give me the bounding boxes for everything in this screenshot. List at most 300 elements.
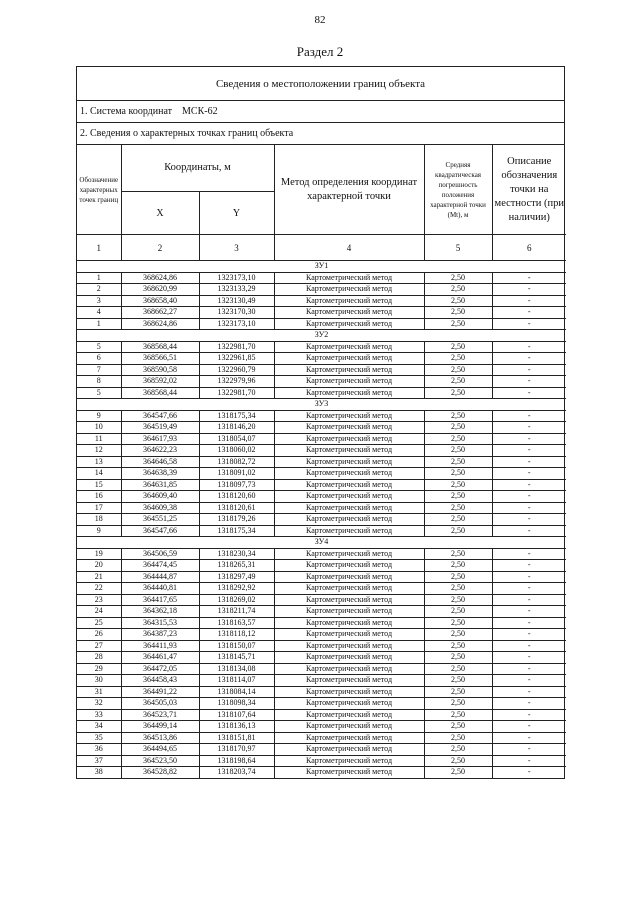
x-coordinate-cell: 364387,23 xyxy=(121,629,199,641)
coordinate-system-row xyxy=(77,101,564,123)
parcel-group-name: ЗУ4 xyxy=(77,537,566,549)
accuracy-cell: 2,50 xyxy=(424,617,492,629)
y-coordinate-cell: 1318230,34 xyxy=(199,548,274,560)
method-cell: Картометрический метод xyxy=(274,353,424,365)
description-cell: - xyxy=(492,376,566,388)
accuracy-cell: 2,50 xyxy=(424,709,492,721)
method-cell: Картометрический метод xyxy=(274,675,424,687)
method-cell: Картометрический метод xyxy=(274,445,424,457)
accuracy-cell: 2,50 xyxy=(424,295,492,307)
table-row xyxy=(77,698,566,710)
description-cell: - xyxy=(492,514,566,526)
x-coordinate-cell: 364494,65 xyxy=(121,744,199,756)
description-cell: - xyxy=(492,755,566,767)
y-coordinate-cell: 1318114,07 xyxy=(199,675,274,687)
x-coordinate-cell: 364411,93 xyxy=(121,640,199,652)
y-coordinate-cell: 1318091,02 xyxy=(199,468,274,480)
table-row xyxy=(77,721,566,733)
points-table-body xyxy=(77,261,566,778)
accuracy-cell: 2,50 xyxy=(424,606,492,618)
point-id-cell: 27 xyxy=(77,640,121,652)
accuracy-cell: 2,50 xyxy=(424,491,492,503)
point-id-cell: 19 xyxy=(77,548,121,560)
method-cell: Картометрический метод xyxy=(274,341,424,353)
y-coordinate-cell: 1318265,31 xyxy=(199,560,274,572)
description-cell: - xyxy=(492,698,566,710)
table-row xyxy=(77,640,566,652)
description-cell: - xyxy=(492,318,566,330)
method-cell: Картометрический метод xyxy=(274,640,424,652)
table-row xyxy=(77,341,566,353)
accuracy-cell: 2,50 xyxy=(424,675,492,687)
accuracy-cell: 2,50 xyxy=(424,686,492,698)
column-number: 1 xyxy=(77,235,121,261)
point-id-cell: 1 xyxy=(77,318,121,330)
x-coordinate-cell: 364472,05 xyxy=(121,663,199,675)
table-row xyxy=(77,548,566,560)
accuracy-cell: 2,50 xyxy=(424,387,492,399)
table-row xyxy=(77,755,566,767)
accuracy-cell: 2,50 xyxy=(424,548,492,560)
method-cell: Картометрический метод xyxy=(274,491,424,503)
method-cell: Картометрический метод xyxy=(274,732,424,744)
header-point-designation: Обозначение характерных точек границ xyxy=(77,145,121,235)
x-coordinate-cell: 364519,49 xyxy=(121,422,199,434)
method-cell: Картометрический метод xyxy=(274,422,424,434)
x-coordinate-cell: 364638,39 xyxy=(121,468,199,480)
column-number: 3 xyxy=(199,235,274,261)
description-cell: - xyxy=(492,571,566,583)
point-id-cell: 34 xyxy=(77,721,121,733)
y-coordinate-cell: 1318150,07 xyxy=(199,640,274,652)
description-cell: - xyxy=(492,560,566,572)
x-coordinate-cell: 364315,53 xyxy=(121,617,199,629)
method-cell: Картометрический метод xyxy=(274,583,424,595)
method-cell: Картометрический метод xyxy=(274,560,424,572)
point-id-cell: 32 xyxy=(77,698,121,710)
x-coordinate-cell: 368620,99 xyxy=(121,284,199,296)
x-coordinate-cell: 364547,66 xyxy=(121,410,199,422)
description-cell: - xyxy=(492,433,566,445)
x-coordinate-cell: 364646,58 xyxy=(121,456,199,468)
x-coordinate-cell: 364609,40 xyxy=(121,491,199,503)
accuracy-cell: 2,50 xyxy=(424,284,492,296)
method-cell: Картометрический метод xyxy=(274,721,424,733)
method-cell: Картометрический метод xyxy=(274,709,424,721)
accuracy-cell: 2,50 xyxy=(424,663,492,675)
description-cell: - xyxy=(492,640,566,652)
accuracy-cell: 2,50 xyxy=(424,307,492,319)
table-row xyxy=(77,468,566,480)
description-cell: - xyxy=(492,272,566,284)
description-cell: - xyxy=(492,675,566,687)
section-title: Раздел 2 xyxy=(296,44,344,59)
table-row xyxy=(77,364,566,376)
description-cell: - xyxy=(492,721,566,733)
table-row xyxy=(77,675,566,687)
y-coordinate-cell: 1318120,61 xyxy=(199,502,274,514)
description-cell: - xyxy=(492,491,566,503)
description-cell: - xyxy=(492,387,566,399)
parcel-group-name: ЗУ1 xyxy=(77,261,566,273)
header-accuracy: Средняя квадратическая погрешность положения характерной точки (Мt), м xyxy=(424,145,492,235)
x-coordinate-cell: 368568,44 xyxy=(121,341,199,353)
boundary-document-table xyxy=(76,66,565,779)
y-coordinate-cell: 1318203,74 xyxy=(199,767,274,778)
x-coordinate-cell: 364474,45 xyxy=(121,560,199,572)
y-coordinate-cell: 1323173,10 xyxy=(199,318,274,330)
description-cell: - xyxy=(492,341,566,353)
y-coordinate-cell: 1318170,97 xyxy=(199,744,274,756)
y-coordinate-cell: 1322981,70 xyxy=(199,387,274,399)
column-number: 4 xyxy=(274,235,424,261)
point-id-cell: 18 xyxy=(77,514,121,526)
accuracy-cell: 2,50 xyxy=(424,364,492,376)
method-cell: Картометрический метод xyxy=(274,468,424,480)
table-row xyxy=(77,525,566,537)
x-coordinate-cell: 368592,02 xyxy=(121,376,199,388)
description-cell: - xyxy=(492,307,566,319)
table-row xyxy=(77,514,566,526)
method-cell: Картометрический метод xyxy=(274,755,424,767)
method-cell: Картометрический метод xyxy=(274,606,424,618)
x-coordinate-cell: 364505,03 xyxy=(121,698,199,710)
point-id-cell: 24 xyxy=(77,606,121,618)
y-coordinate-cell: 1323173,10 xyxy=(199,272,274,284)
table-row xyxy=(77,445,566,457)
y-coordinate-cell: 1323130,49 xyxy=(199,295,274,307)
description-cell: - xyxy=(492,525,566,537)
method-cell: Картометрический метод xyxy=(274,307,424,319)
x-coordinate-cell: 364523,50 xyxy=(121,755,199,767)
x-coordinate-cell: 364609,38 xyxy=(121,502,199,514)
table-row xyxy=(77,502,566,514)
x-coordinate-cell: 364528,82 xyxy=(121,767,199,778)
method-cell: Картометрический метод xyxy=(274,571,424,583)
accuracy-cell: 2,50 xyxy=(424,376,492,388)
y-coordinate-cell: 1322979,96 xyxy=(199,376,274,388)
x-coordinate-cell: 364547,66 xyxy=(121,525,199,537)
table-row xyxy=(77,617,566,629)
x-coordinate-cell: 364617,93 xyxy=(121,433,199,445)
description-cell: - xyxy=(492,732,566,744)
table-row xyxy=(77,491,566,503)
y-coordinate-cell: 1318136,13 xyxy=(199,721,274,733)
x-coordinate-cell: 368624,86 xyxy=(121,318,199,330)
description-cell: - xyxy=(492,548,566,560)
description-cell: - xyxy=(492,629,566,641)
table-row xyxy=(77,652,566,664)
point-id-cell: 20 xyxy=(77,560,121,572)
x-coordinate-cell: 364622,23 xyxy=(121,445,199,457)
x-coordinate-cell: 368568,44 xyxy=(121,387,199,399)
point-id-cell: 31 xyxy=(77,686,121,698)
y-coordinate-cell: 1318292,92 xyxy=(199,583,274,595)
y-coordinate-cell: 1322961,85 xyxy=(199,353,274,365)
accuracy-cell: 2,50 xyxy=(424,514,492,526)
parcel-group-row xyxy=(77,399,566,411)
y-coordinate-cell: 1318120,60 xyxy=(199,491,274,503)
point-id-cell: 36 xyxy=(77,744,121,756)
table-row xyxy=(77,560,566,572)
accuracy-cell: 2,50 xyxy=(424,353,492,365)
accuracy-cell: 2,50 xyxy=(424,422,492,434)
description-cell: - xyxy=(492,744,566,756)
point-id-cell: 3 xyxy=(77,295,121,307)
accuracy-cell: 2,50 xyxy=(424,502,492,514)
method-cell: Картометрический метод xyxy=(274,272,424,284)
table-row xyxy=(77,663,566,675)
y-coordinate-cell: 1318107,64 xyxy=(199,709,274,721)
table-row xyxy=(77,376,566,388)
description-cell: - xyxy=(492,583,566,595)
y-coordinate-cell: 1318198,64 xyxy=(199,755,274,767)
description-cell: - xyxy=(492,594,566,606)
x-coordinate-cell: 368590,58 xyxy=(121,364,199,376)
description-cell: - xyxy=(492,422,566,434)
table-row xyxy=(77,422,566,434)
x-coordinate-cell: 364461,47 xyxy=(121,652,199,664)
y-coordinate-cell: 1318269,02 xyxy=(199,594,274,606)
method-cell: Картометрический метод xyxy=(274,686,424,698)
method-cell: Картометрический метод xyxy=(274,456,424,468)
point-id-cell: 11 xyxy=(77,433,121,445)
y-coordinate-cell: 1318145,71 xyxy=(199,652,274,664)
x-coordinate-cell: 368662,27 xyxy=(121,307,199,319)
table-row xyxy=(77,583,566,595)
table-row xyxy=(77,284,566,296)
accuracy-cell: 2,50 xyxy=(424,755,492,767)
x-coordinate-cell: 364513,86 xyxy=(121,732,199,744)
method-cell: Картометрический метод xyxy=(274,502,424,514)
table-row xyxy=(77,318,566,330)
description-cell: - xyxy=(492,479,566,491)
table-row xyxy=(77,295,566,307)
y-coordinate-cell: 1318146,20 xyxy=(199,422,274,434)
method-cell: Картометрический метод xyxy=(274,433,424,445)
accuracy-cell: 2,50 xyxy=(424,594,492,606)
y-coordinate-cell: 1318163,57 xyxy=(199,617,274,629)
method-cell: Картометрический метод xyxy=(274,548,424,560)
description-cell: - xyxy=(492,606,566,618)
accuracy-cell: 2,50 xyxy=(424,640,492,652)
y-coordinate-cell: 1318297,49 xyxy=(199,571,274,583)
method-cell: Картометрический метод xyxy=(274,617,424,629)
y-coordinate-cell: 1318118,12 xyxy=(199,629,274,641)
table-row xyxy=(77,387,566,399)
x-coordinate-cell: 364362,18 xyxy=(121,606,199,618)
method-cell: Картометрический метод xyxy=(274,652,424,664)
table-row xyxy=(77,456,566,468)
point-id-cell: 6 xyxy=(77,353,121,365)
y-coordinate-cell: 1318175,34 xyxy=(199,525,274,537)
accuracy-cell: 2,50 xyxy=(424,445,492,457)
method-cell: Картометрический метод xyxy=(274,744,424,756)
accuracy-cell: 2,50 xyxy=(424,479,492,491)
parcel-group-name: ЗУ3 xyxy=(77,399,566,411)
accuracy-cell: 2,50 xyxy=(424,571,492,583)
parcel-group-row xyxy=(77,537,566,549)
x-coordinate-cell: 364506,59 xyxy=(121,548,199,560)
accuracy-cell: 2,50 xyxy=(424,732,492,744)
point-id-cell: 35 xyxy=(77,732,121,744)
point-id-cell: 7 xyxy=(77,364,121,376)
method-cell: Картометрический метод xyxy=(274,376,424,388)
method-cell: Картометрический метод xyxy=(274,387,424,399)
x-coordinate-cell: 364551,25 xyxy=(121,514,199,526)
table-row xyxy=(77,479,566,491)
y-coordinate-cell: 1318054,07 xyxy=(199,433,274,445)
x-coordinate-cell: 364417,65 xyxy=(121,594,199,606)
coordinate-system-value: МСК-62 xyxy=(182,106,218,117)
table-row xyxy=(77,272,566,284)
column-number: 6 xyxy=(492,235,566,261)
method-cell: Картометрический метод xyxy=(274,295,424,307)
table-row xyxy=(77,732,566,744)
y-coordinate-cell: 1318134,08 xyxy=(199,663,274,675)
point-id-cell: 1 xyxy=(77,272,121,284)
method-cell: Картометрический метод xyxy=(274,698,424,710)
y-coordinate-cell: 1322981,70 xyxy=(199,341,274,353)
point-id-cell: 2 xyxy=(77,284,121,296)
description-cell: - xyxy=(492,617,566,629)
description-cell: - xyxy=(492,767,566,778)
description-cell: - xyxy=(492,663,566,675)
accuracy-cell: 2,50 xyxy=(424,410,492,422)
point-id-cell: 9 xyxy=(77,410,121,422)
point-id-cell: 22 xyxy=(77,583,121,595)
point-id-cell: 13 xyxy=(77,456,121,468)
coordinate-system-label: 1. Система координат xyxy=(80,106,173,117)
table-row xyxy=(77,307,566,319)
description-cell: - xyxy=(492,502,566,514)
point-id-cell: 15 xyxy=(77,479,121,491)
method-cell: Картометрический метод xyxy=(274,284,424,296)
method-cell: Картометрический метод xyxy=(274,767,424,778)
accuracy-cell: 2,50 xyxy=(424,629,492,641)
point-id-cell: 38 xyxy=(77,767,121,778)
description-cell: - xyxy=(492,445,566,457)
x-coordinate-cell: 368658,40 xyxy=(121,295,199,307)
y-coordinate-cell: 1322960,79 xyxy=(199,364,274,376)
point-id-cell: 17 xyxy=(77,502,121,514)
description-cell: - xyxy=(492,364,566,376)
point-id-cell: 25 xyxy=(77,617,121,629)
header-coordinates: Координаты, м xyxy=(121,145,274,192)
table-row xyxy=(77,606,566,618)
description-cell: - xyxy=(492,686,566,698)
method-cell: Картометрический метод xyxy=(274,594,424,606)
x-coordinate-cell: 364499,14 xyxy=(121,721,199,733)
method-cell: Картометрический метод xyxy=(274,479,424,491)
accuracy-cell: 2,50 xyxy=(424,456,492,468)
y-coordinate-cell: 1323133,29 xyxy=(199,284,274,296)
y-coordinate-cell: 1318211,74 xyxy=(199,606,274,618)
point-id-cell: 14 xyxy=(77,468,121,480)
accuracy-cell: 2,50 xyxy=(424,583,492,595)
table-row xyxy=(77,571,566,583)
table-title: Сведения о местоположении границ объекта xyxy=(77,67,564,101)
header-y: Y xyxy=(199,192,274,235)
y-coordinate-cell: 1323170,30 xyxy=(199,307,274,319)
description-cell: - xyxy=(492,456,566,468)
accuracy-cell: 2,50 xyxy=(424,698,492,710)
table-row xyxy=(77,353,566,365)
description-cell: - xyxy=(492,284,566,296)
accuracy-cell: 2,50 xyxy=(424,767,492,778)
header-description: Описание обозначения точки на местности (при наличии) xyxy=(492,145,566,235)
table-row xyxy=(77,744,566,756)
description-cell: - xyxy=(492,652,566,664)
description-cell: - xyxy=(492,295,566,307)
x-coordinate-cell: 364523,71 xyxy=(121,709,199,721)
accuracy-cell: 2,50 xyxy=(424,341,492,353)
y-coordinate-cell: 1318060,02 xyxy=(199,445,274,457)
description-cell: - xyxy=(492,410,566,422)
points-heading: 2. Сведения о характерных точках границ объекта xyxy=(77,123,564,145)
column-number: 5 xyxy=(424,235,492,261)
point-id-cell: 4 xyxy=(77,307,121,319)
y-coordinate-cell: 1318151,81 xyxy=(199,732,274,744)
accuracy-cell: 2,50 xyxy=(424,525,492,537)
accuracy-cell: 2,50 xyxy=(424,468,492,480)
y-coordinate-cell: 1318179,26 xyxy=(199,514,274,526)
method-cell: Картометрический метод xyxy=(274,514,424,526)
parcel-group-name: ЗУ2 xyxy=(77,330,566,342)
method-cell: Картометрический метод xyxy=(274,629,424,641)
point-id-cell: 12 xyxy=(77,445,121,457)
table-row xyxy=(77,709,566,721)
x-coordinate-cell: 368566,51 xyxy=(121,353,199,365)
table-row xyxy=(77,433,566,445)
method-cell: Картометрический метод xyxy=(274,364,424,376)
description-cell: - xyxy=(492,353,566,365)
point-id-cell: 26 xyxy=(77,629,121,641)
point-id-cell: 23 xyxy=(77,594,121,606)
x-coordinate-cell: 364491,22 xyxy=(121,686,199,698)
x-coordinate-cell: 364444,87 xyxy=(121,571,199,583)
method-cell: Картометрический метод xyxy=(274,318,424,330)
table-row xyxy=(77,629,566,641)
point-id-cell: 29 xyxy=(77,663,121,675)
point-id-cell: 5 xyxy=(77,387,121,399)
table-row xyxy=(77,410,566,422)
table-row xyxy=(77,594,566,606)
accuracy-cell: 2,50 xyxy=(424,272,492,284)
x-coordinate-cell: 364440,81 xyxy=(121,583,199,595)
method-cell: Картометрический метод xyxy=(274,525,424,537)
point-id-cell: 28 xyxy=(77,652,121,664)
y-coordinate-cell: 1318082,72 xyxy=(199,456,274,468)
parcel-group-row xyxy=(77,261,566,273)
point-id-cell: 37 xyxy=(77,755,121,767)
accuracy-cell: 2,50 xyxy=(424,721,492,733)
point-id-cell: 8 xyxy=(77,376,121,388)
y-coordinate-cell: 1318175,34 xyxy=(199,410,274,422)
accuracy-cell: 2,50 xyxy=(424,744,492,756)
point-id-cell: 21 xyxy=(77,571,121,583)
point-id-cell: 16 xyxy=(77,491,121,503)
points-table xyxy=(77,145,566,778)
y-coordinate-cell: 1318084,14 xyxy=(199,686,274,698)
method-cell: Картометрический метод xyxy=(274,663,424,675)
accuracy-cell: 2,50 xyxy=(424,560,492,572)
method-cell: Картометрический метод xyxy=(274,410,424,422)
point-id-cell: 10 xyxy=(77,422,121,434)
table-row xyxy=(77,686,566,698)
accuracy-cell: 2,50 xyxy=(424,652,492,664)
x-coordinate-cell: 368624,86 xyxy=(121,272,199,284)
